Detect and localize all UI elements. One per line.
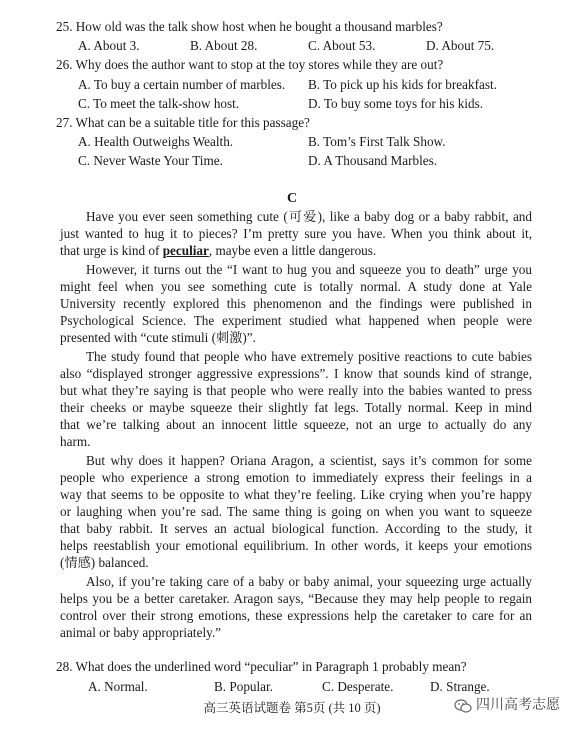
q26-option-b: B. To pick up his kids for breakfast. — [308, 77, 497, 92]
paragraph-line: also “displayed stronger aggressive expressions”. I know that sounds kind of strange, — [60, 366, 532, 381]
q25-option-c: C. About 53. — [308, 38, 376, 53]
paragraph-line: or laughing when you’re sad. The same thing is going on when you want to squeeze — [60, 504, 532, 519]
wechat-icon — [454, 699, 472, 713]
paragraph-line: However, it turns out the “I want to hug you and squeeze you to death” urge you — [86, 262, 532, 277]
paragraph-line: people who experience a strong emotion to immediately express their feelings in a — [60, 470, 532, 485]
page-footer: 高三英语试题卷 第5页 (共 10 页) — [203, 701, 381, 715]
paragraph-line: The study found that people who have extremely positive reactions to cute babies — [86, 349, 532, 364]
paragraph-line: But why does it happen? Oriana Aragon, a scientist, says it’s common for some — [86, 453, 532, 468]
paragraph-line: way that seems to be opposite to what they’re feeling. Like crying when you’re happy — [60, 487, 532, 502]
q25-option-d: D. About 75. — [426, 38, 495, 53]
q27-option-a: A. Health Outweighs Wealth. — [78, 134, 234, 149]
q28-option-d: D. Strange. — [430, 679, 490, 694]
paragraph-line: just wanted to hug it to pieces? I’m pretty sure you have. When you think about it, — [60, 226, 532, 241]
q27-option-c: C. Never Waste Your Time. — [78, 153, 223, 168]
q26-option-c: C. To meet the talk-show host. — [78, 96, 240, 111]
q25-option-a: A. About 3. — [78, 38, 140, 53]
q27-option-d: D. A Thousand Marbles. — [308, 153, 438, 168]
paragraph-line: Psychological Science. The experiment studied what happened when people were — [60, 313, 532, 328]
question-28-stem: 28. What does the underlined word “peculiar” in Paragraph 1 probably mean? — [56, 659, 467, 674]
paragraph-line: that we’re talking about an innocent little squeeze, not an urge to actually do any — [60, 417, 532, 432]
q27-option-b: B. Tom’s First Talk Show. — [308, 134, 446, 149]
paragraph-line: might feel when you see something cute is totally normal. A study done at Yale — [60, 279, 532, 294]
paragraph-line: Have you ever seen something cute (可爱), like a baby dog or a baby rabbit, and — [86, 209, 532, 224]
paragraph-line: helps reestablish your emotional equilibrium. In other words, it keeps your emotions — [60, 538, 532, 553]
paragraph-line: Also, if you’re taking care of a baby or baby animal, your squeezing urge actually — [86, 574, 532, 589]
paragraph-4 — [60, 452, 532, 571]
q28-option-c: C. Desperate. — [322, 679, 394, 694]
text-fragment: , maybe even a little dangerous. — [208, 243, 377, 258]
q28-option-a: A. Normal. — [88, 679, 148, 694]
watermark-text: 四川高考志愿 — [476, 697, 560, 713]
paragraph-3 — [60, 348, 532, 450]
section-title: C — [286, 191, 298, 206]
passage — [60, 208, 532, 641]
paragraph-2 — [60, 261, 532, 346]
paragraph-line: helps you be a better caretaker. Aragon says, “Because they may help people to regain — [60, 591, 532, 606]
paragraph-line: their cheeks or maybe squeeze their slightly fat legs. Totally normal. Keep in mind — [60, 400, 532, 415]
q25-option-b: B. About 28. — [190, 38, 258, 53]
paragraph-5 — [60, 573, 532, 641]
q26-option-a: A. To buy a certain number of marbles. — [78, 77, 286, 92]
q28-option-b: B. Popular. — [214, 679, 273, 694]
paragraph-line: harm. — [60, 434, 91, 449]
question-25-stem: 25. How old was the talk show host when he bought a thousand marbles? — [56, 19, 443, 34]
question-27-stem: 27. What can be a suitable title for this passage? — [56, 115, 310, 130]
paragraph-line: control over their strong emotions, these expressions help the caretaker to care for an — [60, 608, 532, 623]
paragraph-line: (情感) balanced. — [60, 555, 149, 570]
underlined-word: peculiar — [162, 243, 209, 258]
text-fragment: that urge is kind of — [60, 243, 163, 258]
paragraph-line — [60, 242, 532, 259]
paragraph-line: presented with “cute stimuli (刺激)”. — [60, 330, 256, 345]
paragraph-line: University recently explored this phenomenon and the findings were published in — [60, 296, 532, 311]
question-26-stem: 26. Why does the author want to stop at the toy stores while they are out? — [56, 57, 444, 72]
paragraph-line: but what they’re saying is that people who were really into the babies wanted to press — [60, 383, 532, 398]
paragraph-1 — [60, 208, 532, 259]
q26-option-d: D. To buy some toys for his kids. — [308, 96, 484, 111]
paragraph-line: that baby rabbit. It serves an actual biological function. According to the study, it — [60, 521, 532, 536]
watermark — [454, 697, 560, 714]
paragraph-line: animal or baby appropriately.” — [60, 625, 221, 640]
